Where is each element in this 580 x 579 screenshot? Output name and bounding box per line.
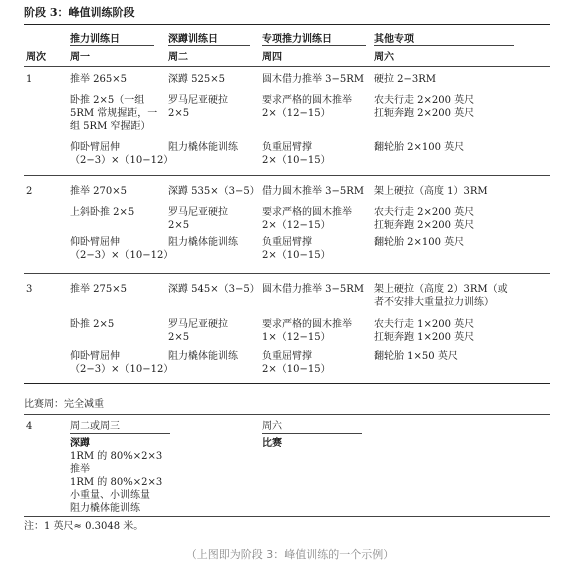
- top-rule: [24, 24, 550, 25]
- cell-text: 阻力橇体能训练: [168, 142, 238, 153]
- meet-underline-a: [70, 433, 170, 434]
- meet-line: 深蹲: [70, 438, 90, 449]
- cell-text: 借力圆木推举 3−5RM: [262, 186, 365, 197]
- meet-day-b: 周六: [262, 421, 282, 432]
- cell-text: 者不安排大重量拉力训练）: [374, 297, 494, 308]
- meet-line: 1RM 的 80%×2×3: [70, 477, 163, 488]
- cell-text: 2×（10−15）: [262, 250, 331, 261]
- cell-text: 2×（12−15）: [262, 220, 331, 231]
- cell-text: 负重屈臂撑: [262, 142, 312, 153]
- cell-text: 架上硬拉（高度 1）3RM: [374, 186, 488, 197]
- cell-text: 扛轭奔跑 2×200 英尺: [374, 220, 475, 231]
- cell-text: 2×（10−15）: [262, 155, 331, 166]
- header-underline-2: [70, 45, 154, 46]
- cell-text: 圆木借力推举 3−5RM: [262, 284, 365, 295]
- cell-text: 农夫行走 2×200 英尺: [374, 207, 475, 218]
- cell-text: 要求严格的圆木推举: [262, 319, 352, 330]
- section-rule: [24, 383, 550, 384]
- cell-text: 推举 275×5: [70, 284, 128, 295]
- week-number: 1: [26, 74, 33, 85]
- figure-caption: （上图即为阶段 3：峰值训练的一个示例）: [185, 548, 395, 561]
- week-number: 4: [26, 421, 33, 432]
- cell-text: 仰卧臂屈伸: [70, 351, 120, 362]
- cell-text: 阻力橇体能训练: [168, 237, 238, 248]
- cell-text: 2×（12−15）: [262, 108, 331, 119]
- cell-text: 推举 270×5: [70, 186, 128, 197]
- cell-text: 翻轮胎 2×100 英尺: [374, 237, 465, 248]
- cell-text: 5RM 常规握距，一: [70, 108, 158, 119]
- footnote: 注：1 英尺≈ 0.3048 米。: [24, 521, 144, 532]
- meet-line: 1RM 的 80%×2×3: [70, 451, 163, 462]
- cell-text: 2×5: [168, 108, 190, 119]
- cell-text: 扛轭奔跑 2×200 英尺: [374, 108, 475, 119]
- cell-text: 农夫行走 1×200 英尺: [374, 319, 475, 330]
- header-col4: 周四: [262, 52, 282, 63]
- cell-text: 罗马尼亚硬拉: [168, 207, 228, 218]
- cell-text: 罗马尼亚硬拉: [168, 95, 228, 106]
- week-number: 2: [26, 186, 33, 197]
- meet-line: 推举: [70, 464, 90, 475]
- cell-text: 深蹲 535×（3−5）: [168, 186, 260, 197]
- header-underline-5: [374, 45, 514, 46]
- cell-text: 1×（12−15）: [262, 332, 331, 343]
- row-divider: [24, 175, 550, 176]
- cell-text: 阻力橇体能训练: [168, 351, 238, 362]
- cell-text: 翻轮胎 1×50 英尺: [374, 351, 458, 362]
- cell-text: 负重屈臂撑: [262, 237, 312, 248]
- cell-text: （2−3）×（10−12）: [70, 250, 174, 261]
- meet-day-a: 周二或周三: [70, 421, 120, 432]
- cell-text: 推举 265×5: [70, 74, 128, 85]
- cell-text: （2−3）×（10−12）: [70, 155, 174, 166]
- meet-rule: [24, 414, 550, 415]
- week-number: 3: [26, 284, 33, 295]
- cell-text: 要求严格的圆木推举: [262, 207, 352, 218]
- cell-text: 卧推 2×5: [70, 319, 115, 330]
- cell-text: （2−3）×（10−12）: [70, 364, 174, 375]
- bottom-rule: [24, 516, 550, 517]
- header-underline-4: [262, 45, 366, 46]
- header-col3-top: 深蹲训练日: [168, 34, 218, 45]
- header-col3: 周二: [168, 52, 188, 63]
- cell-text: 上斜卧推 2×5: [70, 207, 135, 218]
- cell-text: 硬拉 2−3RM: [374, 74, 437, 85]
- cell-text: 扛轭奔跑 1×200 英尺: [374, 332, 475, 343]
- cell-text: 2×5: [168, 332, 190, 343]
- cell-text: 架上硬拉（高度 2）3RM（或: [374, 284, 508, 295]
- header-col2: 周一: [70, 52, 90, 63]
- cell-text: 要求严格的圆木推举: [262, 95, 352, 106]
- cell-text: 深蹲 525×5: [168, 74, 226, 85]
- cell-text: 翻轮胎 2×100 英尺: [374, 142, 465, 153]
- header-rule: [24, 66, 550, 67]
- header-col2-top: 推力训练日: [70, 34, 120, 45]
- cell-text: 卧推 2×5（一组: [70, 95, 145, 106]
- cell-text: 农夫行走 2×200 英尺: [374, 95, 475, 106]
- header-col4-top: 专项推力训练日: [262, 34, 332, 45]
- cell-text: 罗马尼亚硬拉: [168, 319, 228, 330]
- meet-line: 小重量、小训练量: [70, 490, 150, 501]
- cell-text: 仰卧臂屈伸: [70, 142, 120, 153]
- meet-underline-b: [262, 433, 362, 434]
- cell-text: 圆木借力推举 3−5RM: [262, 74, 365, 85]
- meet-week-title: 比赛周：完全减重: [24, 399, 104, 410]
- cell-text: 负重屈臂撑: [262, 351, 312, 362]
- header-col1: 周次: [26, 52, 46, 63]
- header-col5-top: 其他专项: [374, 34, 414, 45]
- cell-text: 仰卧臂屈伸: [70, 237, 120, 248]
- header-col5: 周六: [374, 52, 394, 63]
- cell-text: 组 5RM 窄握距）: [70, 121, 151, 132]
- cell-text: 深蹲 545×（3−5）: [168, 284, 260, 295]
- cell-text: 2×（10−15）: [262, 364, 331, 375]
- cell-text: 2×5: [168, 220, 190, 231]
- meet-competition: 比赛: [262, 438, 282, 449]
- meet-line: 阻力橇体能训练: [70, 503, 140, 514]
- page-title: 阶段 3：峰值训练阶段: [24, 6, 135, 19]
- header-underline-3: [168, 45, 250, 46]
- row-divider: [24, 273, 550, 274]
